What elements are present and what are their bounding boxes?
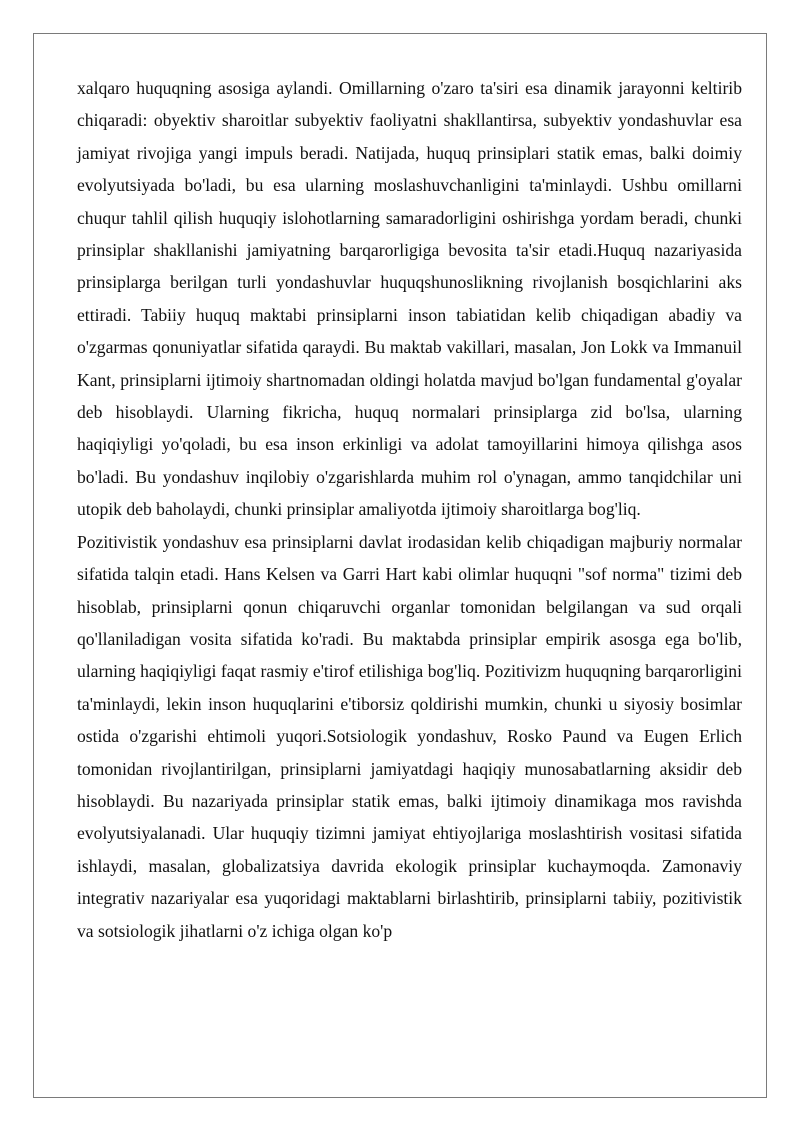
paragraph: xalqaro huquqning asosiga aylandi. Omillarning o'zaro ta'siri esa dinamik jarayonni keltirib chiqaradi: obyektiv sharoitlar subyektiv faoliyatni shakllantirsa, subyektiv yondashuvlar esa jamiyat rivojiga yangi impuls beradi. Natijada, huquq prinsiplari statik emas, balki doimiy evolyutsiyada bo'ladi, bu esa ularning moslashuvchanligini ta'minlaydi. Ushbu omillarni chuqur tahlil qilish huquqiy islohotlarning samaradorligini oshirishga yordam beradi, chunki prinsiplar shakllanishi jamiyatning barqarorligiga bevosita ta'sir etadi.Huquq nazariyasida prinsiplarga berilgan turli yondashuvlar huquqshunoslikning rivojlanish bosqichlarini aks ettiradi. Tabiiy huquq maktabi prinsiplarni inson tabiatidan kelib chiqadigan abadiy va o'zgarmas qonuniyatlar sifatida qaraydi. Bu maktab vakillari, masalan, Jon Lokk va Immanuil Kant, prinsiplarni ijtimoiy shartnomadan oldingi holatda mavjud bo'lgan fundamental g'oyalar deb hisoblaydi. Ularning fikricha, huquq normalari prinsiplarga zid bo'lsa, ularning haqiqiyligi yo'qoladi, bu esa inson erkinligi va adolat tamoyillarini himoya qilishga asos bo'ladi. Bu yondashuv inqilobiy o'zgarishlarda muhim rol o'ynagan, ammo tanqidchilar uni utopik deb baholaydi, chunki prinsiplar amaliyotda ijtimoiy sharoitlarga bog'liq. [77, 78, 742, 520]
document-body [77, 72, 742, 947]
paragraph: Pozitivistik yondashuv esa prinsiplarni davlat irodasidan kelib chiqadigan majburiy normalar sifatida talqin etadi. Hans Kelsen va Garri Hart kabi olimlar huquqni "sof norma" tizimi deb hisoblab, prinsiplarni qonun chiqaruvchi organlar tomonidan belgilangan va sud orqali qo'llaniladigan vosita sifatida ko'radi. Bu maktabda prinsiplar empirik asosga ega bo'lib, ularning haqiqiyligi faqat rasmiy e'tirof etilishiga bog'liq. Pozitivizm huquqning barqarorligini ta'minlaydi, lekin inson huquqlarini e'tiborsiz qoldirishi mumkin, chunki u siyosiy bosimlar ostida o'zgarishi ehtimoli yuqori.Sotsiologik yondashuv, Rosko Paund va Eugen Erlich tomonidan rivojlantirilgan, prinsiplarni jamiyatdagi haqiqiy munosabatlarning aksidir deb hisoblaydi. Bu nazariyada prinsiplar statik emas, balki ijtimoiy dinamikaga mos ravishda evolyutsiyalanadi. Ular huquqiy tizimni jamiyat ehtiyojlariga moslashtirish vositasi sifatida ishlaydi, masalan, globalizatsiya davrida ekologik prinsiplar kuchaymoqda. Zamonaviy integrativ nazariyalar esa yuqoridagi maktablarni birlashtirib, prinsiplarni tabiiy, pozitivistik va sotsiologik jihatlarni o'z ichiga olgan ko'p [77, 531, 742, 941]
